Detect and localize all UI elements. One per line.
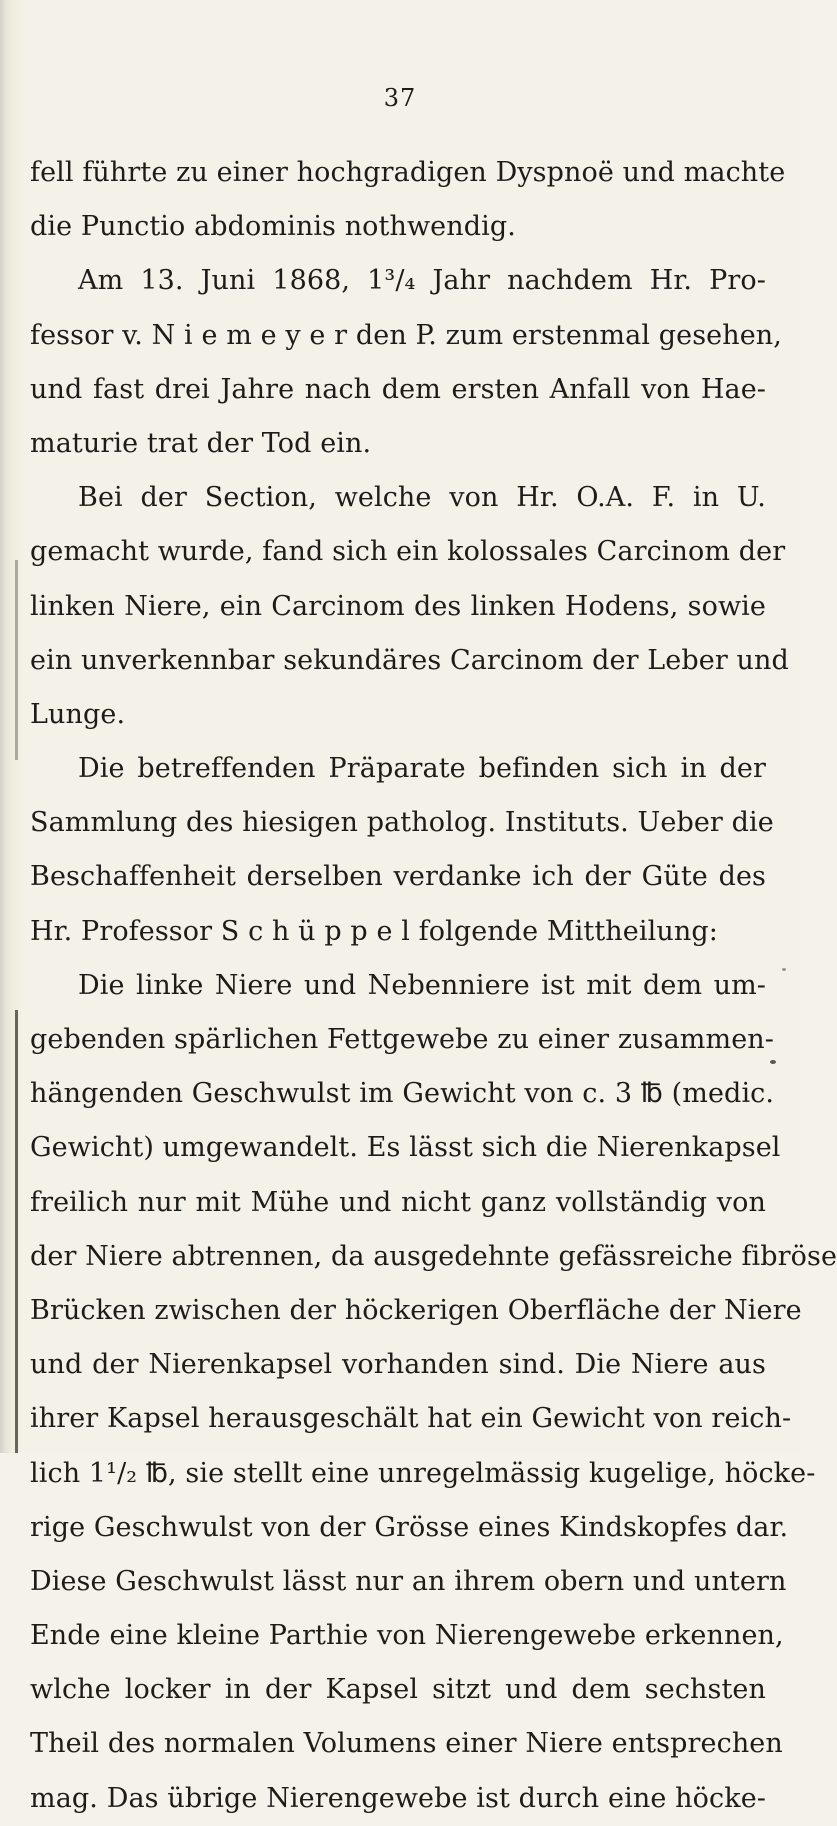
text-line: gemacht wurde, fand sich ein kolossales Carcinom der — [30, 536, 786, 568]
text-line: mag. Das übrige Nierengewebe ist durch eine höcke- — [30, 1782, 766, 1814]
page-binding-edge — [0, 0, 22, 1453]
text-line: Diese Geschwulst lässt nur an ihrem obern und untern — [30, 1565, 787, 1597]
text-line: und fast drei Jahre nach dem ersten Anfall von Hae- — [30, 373, 766, 405]
text-line: wlche locker in der Kapsel sitzt und dem sechsten — [30, 1674, 766, 1706]
text-line: der Niere abtrennen, da ausgedehnte gefässreiche fibröse — [30, 1240, 837, 1272]
text-line: fessor v. N i e m e y e r den P. zum erstenmal gesehen, — [30, 319, 782, 351]
text-line: die Punctio abdominis nothwendig. — [30, 211, 516, 243]
text-line: Die linke Niere und Nebenniere ist mit dem um- — [78, 969, 766, 1001]
text-line: rige Geschwulst von der Grösse eines Kindskopfes dar. — [30, 1511, 789, 1543]
binding-shadow-line — [15, 560, 18, 760]
text-line: Ende eine kleine Parthie von Nierengewebe erkennen, — [30, 1620, 784, 1652]
text-line: Brücken zwischen der höckerigen Oberfläche der Niere — [30, 1294, 802, 1326]
text-line: Gewicht) umgewandelt. Es lässt sich die Nierenkapsel — [30, 1132, 781, 1164]
text-line: linken Niere, ein Carcinom des linken Hodens, sowie — [30, 590, 766, 622]
text-line: Sammlung des hiesigen patholog. Instituts. Ueber die — [30, 807, 774, 839]
text-line: hängenden Geschwulst im Gewicht von c. 3 ℔ (medic. — [30, 1078, 775, 1110]
text-line: Beschaffenheit derselben verdanke ich der Güte des — [30, 861, 766, 893]
text-line: Theil des normalen Volumens einer Niere entsprechen — [30, 1728, 783, 1760]
text-line: lich 1¹/₂ ℔, sie stellt eine unregelmässig kugelige, höcke- — [30, 1457, 816, 1489]
text-line: Am 13. Juni 1868, 1³/₄ Jahr nachdem Hr. Pro- — [78, 265, 766, 297]
text-line: freilich nur mit Mühe und nicht ganz vollständig von — [30, 1186, 766, 1218]
binding-shadow-line-lower — [15, 1010, 18, 1453]
text-line: gebenden spärlichen Fettgewebe zu einer zusammen- — [30, 1024, 774, 1055]
text-line: maturie trat der Tod ein. — [30, 427, 372, 459]
body-text — [30, 146, 837, 1826]
page-number: 37 — [383, 84, 417, 112]
paper-speck — [782, 968, 786, 971]
text-line: ihrer Kapsel herausgeschält hat ein Gewicht von reich- — [30, 1403, 792, 1435]
text-line: Bei der Section, welche von Hr. O.A. F. in U. — [78, 482, 766, 514]
text-line: Die betreffenden Präparate befinden sich in der — [78, 753, 766, 785]
text-line: ein unverkennbar sekundäres Carcinom der Leber und — [30, 644, 789, 676]
text-line: fell führte zu einer hochgradigen Dyspnoë und machte — [30, 157, 786, 188]
text-line: Lunge. — [30, 698, 126, 730]
text-line: Hr. Professor S c h ü p p e l folgende Mittheilung: — [30, 915, 718, 947]
text-line: und der Nierenkapsel vorhanden sind. Die Niere aus — [30, 1349, 766, 1381]
paper-speck — [770, 1060, 776, 1064]
